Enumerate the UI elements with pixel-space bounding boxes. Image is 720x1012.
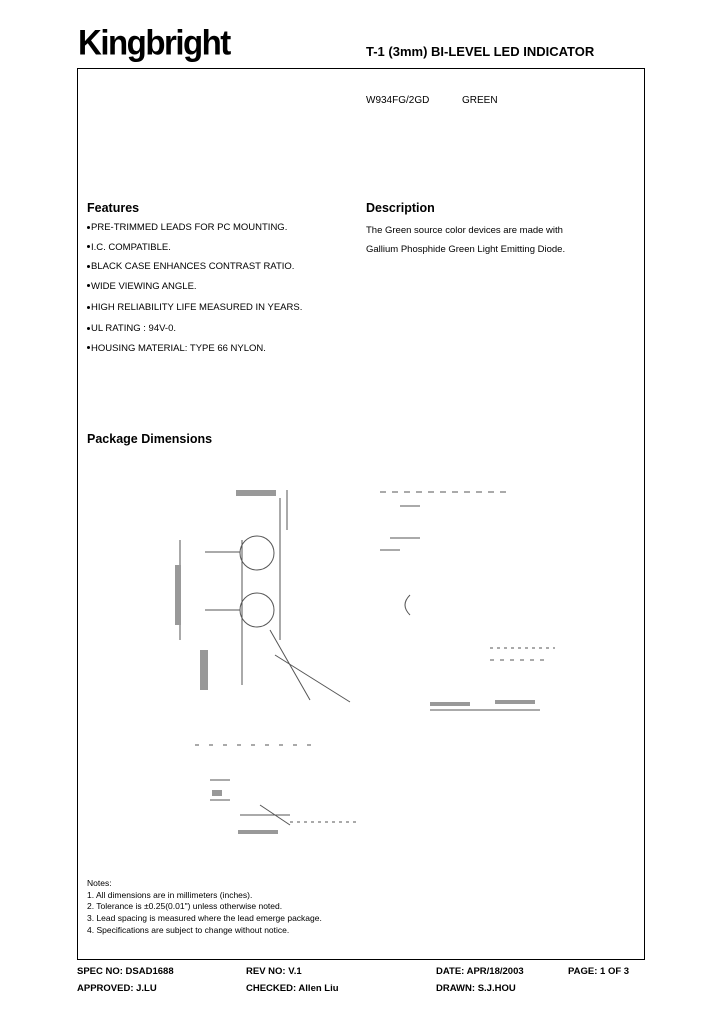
- bullet-icon: [87, 284, 90, 287]
- bullet-icon: [87, 306, 90, 309]
- bullet-icon: [87, 226, 90, 229]
- page-indicator: PAGE: 1 OF 3: [568, 966, 630, 977]
- drawn-by: DRAWN: S.J.HOU: [436, 983, 516, 994]
- bullet-icon: [87, 265, 90, 268]
- feature-item: UL RATING : 94V-0.: [87, 322, 302, 342]
- package-front-view-drawing: [150, 470, 360, 760]
- part-number: W934FG/2GD: [366, 95, 430, 106]
- features-list: [87, 221, 302, 361]
- spec-number: SPEC NO: DSAD1688: [77, 966, 174, 977]
- lead-detail-drawing: [190, 760, 370, 860]
- document-date: DATE: APR/18/2003: [436, 966, 524, 977]
- bullet-icon: [87, 327, 90, 330]
- feature-item: HIGH RELIABILITY LIFE MEASURED IN YEARS.: [87, 299, 302, 322]
- description-text: [366, 221, 616, 259]
- feature-item: WIDE VIEWING ANGLE.: [87, 280, 302, 300]
- note-item: 1. All dimensions are in millimeters (inches).: [87, 889, 253, 900]
- description-line: Gallium Phosphide Green Light Emitting Diode.: [366, 244, 566, 255]
- document-title: T-1 (3mm) BI-LEVEL LED INDICATOR: [366, 44, 595, 59]
- description-line: The Green source color devices are made with: [366, 225, 563, 236]
- feature-item: BLACK CASE ENHANCES CONTRAST RATIO.: [87, 260, 302, 280]
- brand-logo: Kingbright: [78, 22, 230, 62]
- notes-block: [87, 878, 322, 937]
- note-item: 3. Lead spacing is measured where the lead emerge package.: [87, 913, 322, 924]
- package-heading: Package Dimensions: [87, 432, 213, 446]
- feature-item: HOUSING MATERIAL: TYPE 66 NYLON.: [87, 342, 302, 362]
- feature-item: PRE-TRIMMED LEADS FOR PC MOUNTING.: [87, 221, 302, 241]
- approved-by: APPROVED: J.LU: [77, 983, 157, 994]
- note-item: 4. Specifications are subject to change without notice.: [87, 924, 290, 935]
- features-heading: Features: [87, 201, 140, 215]
- description-heading: Description: [366, 201, 435, 215]
- feature-item: I.C. COMPATIBLE.: [87, 241, 302, 261]
- bullet-icon: [87, 346, 90, 349]
- part-color: GREEN: [462, 95, 498, 106]
- notes-heading: Notes:: [87, 878, 112, 888]
- bullet-icon: [87, 245, 90, 248]
- package-side-view-drawing: [360, 470, 560, 730]
- checked-by: CHECKED: Allen Liu: [246, 983, 339, 994]
- revision-number: REV NO: V.1: [246, 966, 302, 977]
- note-item: 2. Tolerance is ±0.25(0.01") unless otherwise noted.: [87, 901, 283, 912]
